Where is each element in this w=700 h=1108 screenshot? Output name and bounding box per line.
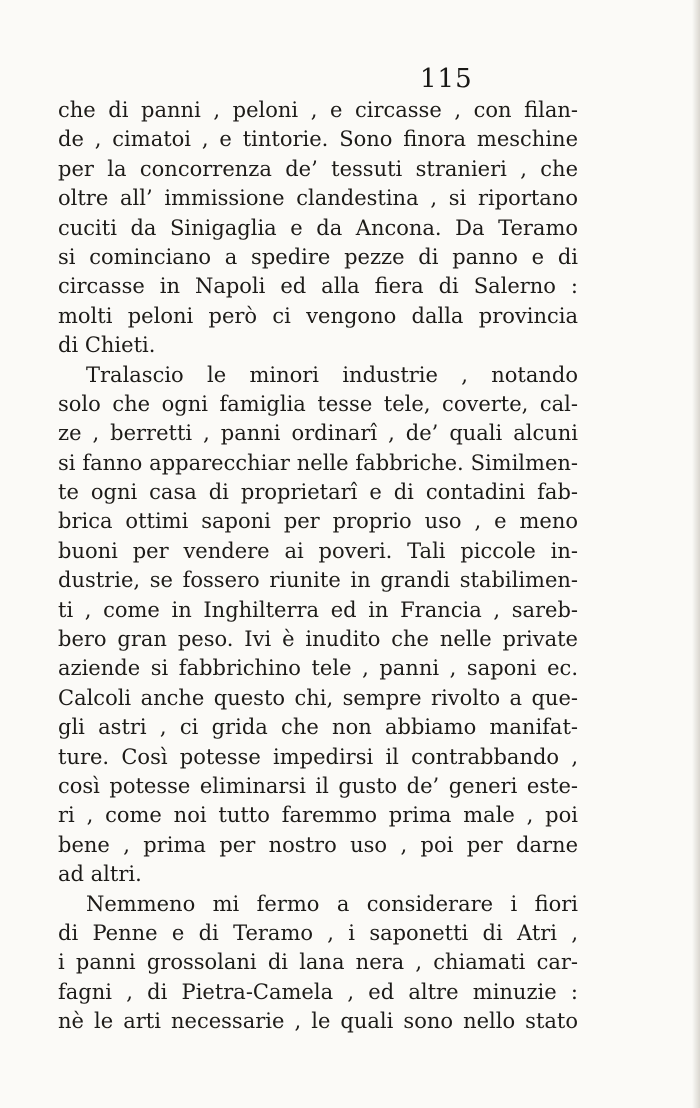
text-line: ze , berretti , panni ordinarî , de’ quali alcuni [58,421,578,446]
text-line: ri , come noi tutto faremmo prima male , poi [58,803,578,828]
text-line: ture. Così potesse impedirsi il contrabbando , [58,744,578,769]
text-line: gli astri , ci grida che non abbiamo manifat- [58,715,578,740]
text-line: cuciti da Sinigaglia e da Ancona. Da Teramo [58,215,578,240]
text-line: si fanno apparecchiar nelle fabbriche. Similmen- [58,450,578,475]
text-line: ti , come in Inghilterra ed in Francia , sareb- [58,597,578,622]
text-line: buoni per vendere ai poveri. Tali piccole in- [58,538,578,563]
text-line: dustrie, se fossero riunite in grandi stabilimen- [58,568,578,593]
text-line: Nemmeno mi fermo a considerare i fiori [86,891,578,916]
text-line: nè le arti necessarie , le quali sono nello stato [58,1009,578,1034]
text-line: che di panni , peloni , e circasse , con filan- [58,98,578,122]
text-line: di Chieti. [58,333,156,358]
text-line: per la concorrenza de’ tessuti stranieri , che [58,156,578,181]
text-line: solo che ogni famiglia tesse tele, coverte, cal- [58,391,578,416]
text-line: brica ottimi saponi per proprio uso , e meno [58,509,578,534]
text-line: Calcoli anche questo chi, sempre rivolto a que- [58,685,578,710]
text-line: oltre all’ immissione clandestina , si riportano [58,186,578,211]
body-text [58,96,578,1037]
text-line: circasse in Napoli ed alla fiera di Salerno : [58,274,578,299]
text-line: di Penne e di Teramo , i saponetti di Atri , [58,920,578,945]
text-line: Tralascio le minori industrie , notando [86,362,578,387]
text-line: ad altri. [58,862,142,887]
text-line: si cominciano a spedire pezze di panno e di [58,244,578,269]
text-line: i panni grossolani di lana nera , chiamati car- [58,950,578,975]
text-line: aziende si fabbrichino tele , panni , saponi ec. [58,656,578,681]
text-line: fagni , di Pietra-Camela , ed altre minuzie : [58,979,578,1004]
page-number: 115 [420,64,473,94]
text-line: così potesse eliminarsi il gusto de’ generi este- [58,773,578,798]
page-edge-shadow [692,0,700,1108]
text-line: de , cimatoi , e tintorie. Sono finora meschine [58,127,578,152]
text-line: bene , prima per nostro uso , poi per darne [58,832,578,857]
text-line: molti peloni però ci vengono dalla provincia [58,303,578,328]
text-line: te ogni casa di proprietarî e di contadini fab- [58,480,578,505]
text-line: bero gran peso. Ivi è inudito che nelle private [58,627,578,652]
